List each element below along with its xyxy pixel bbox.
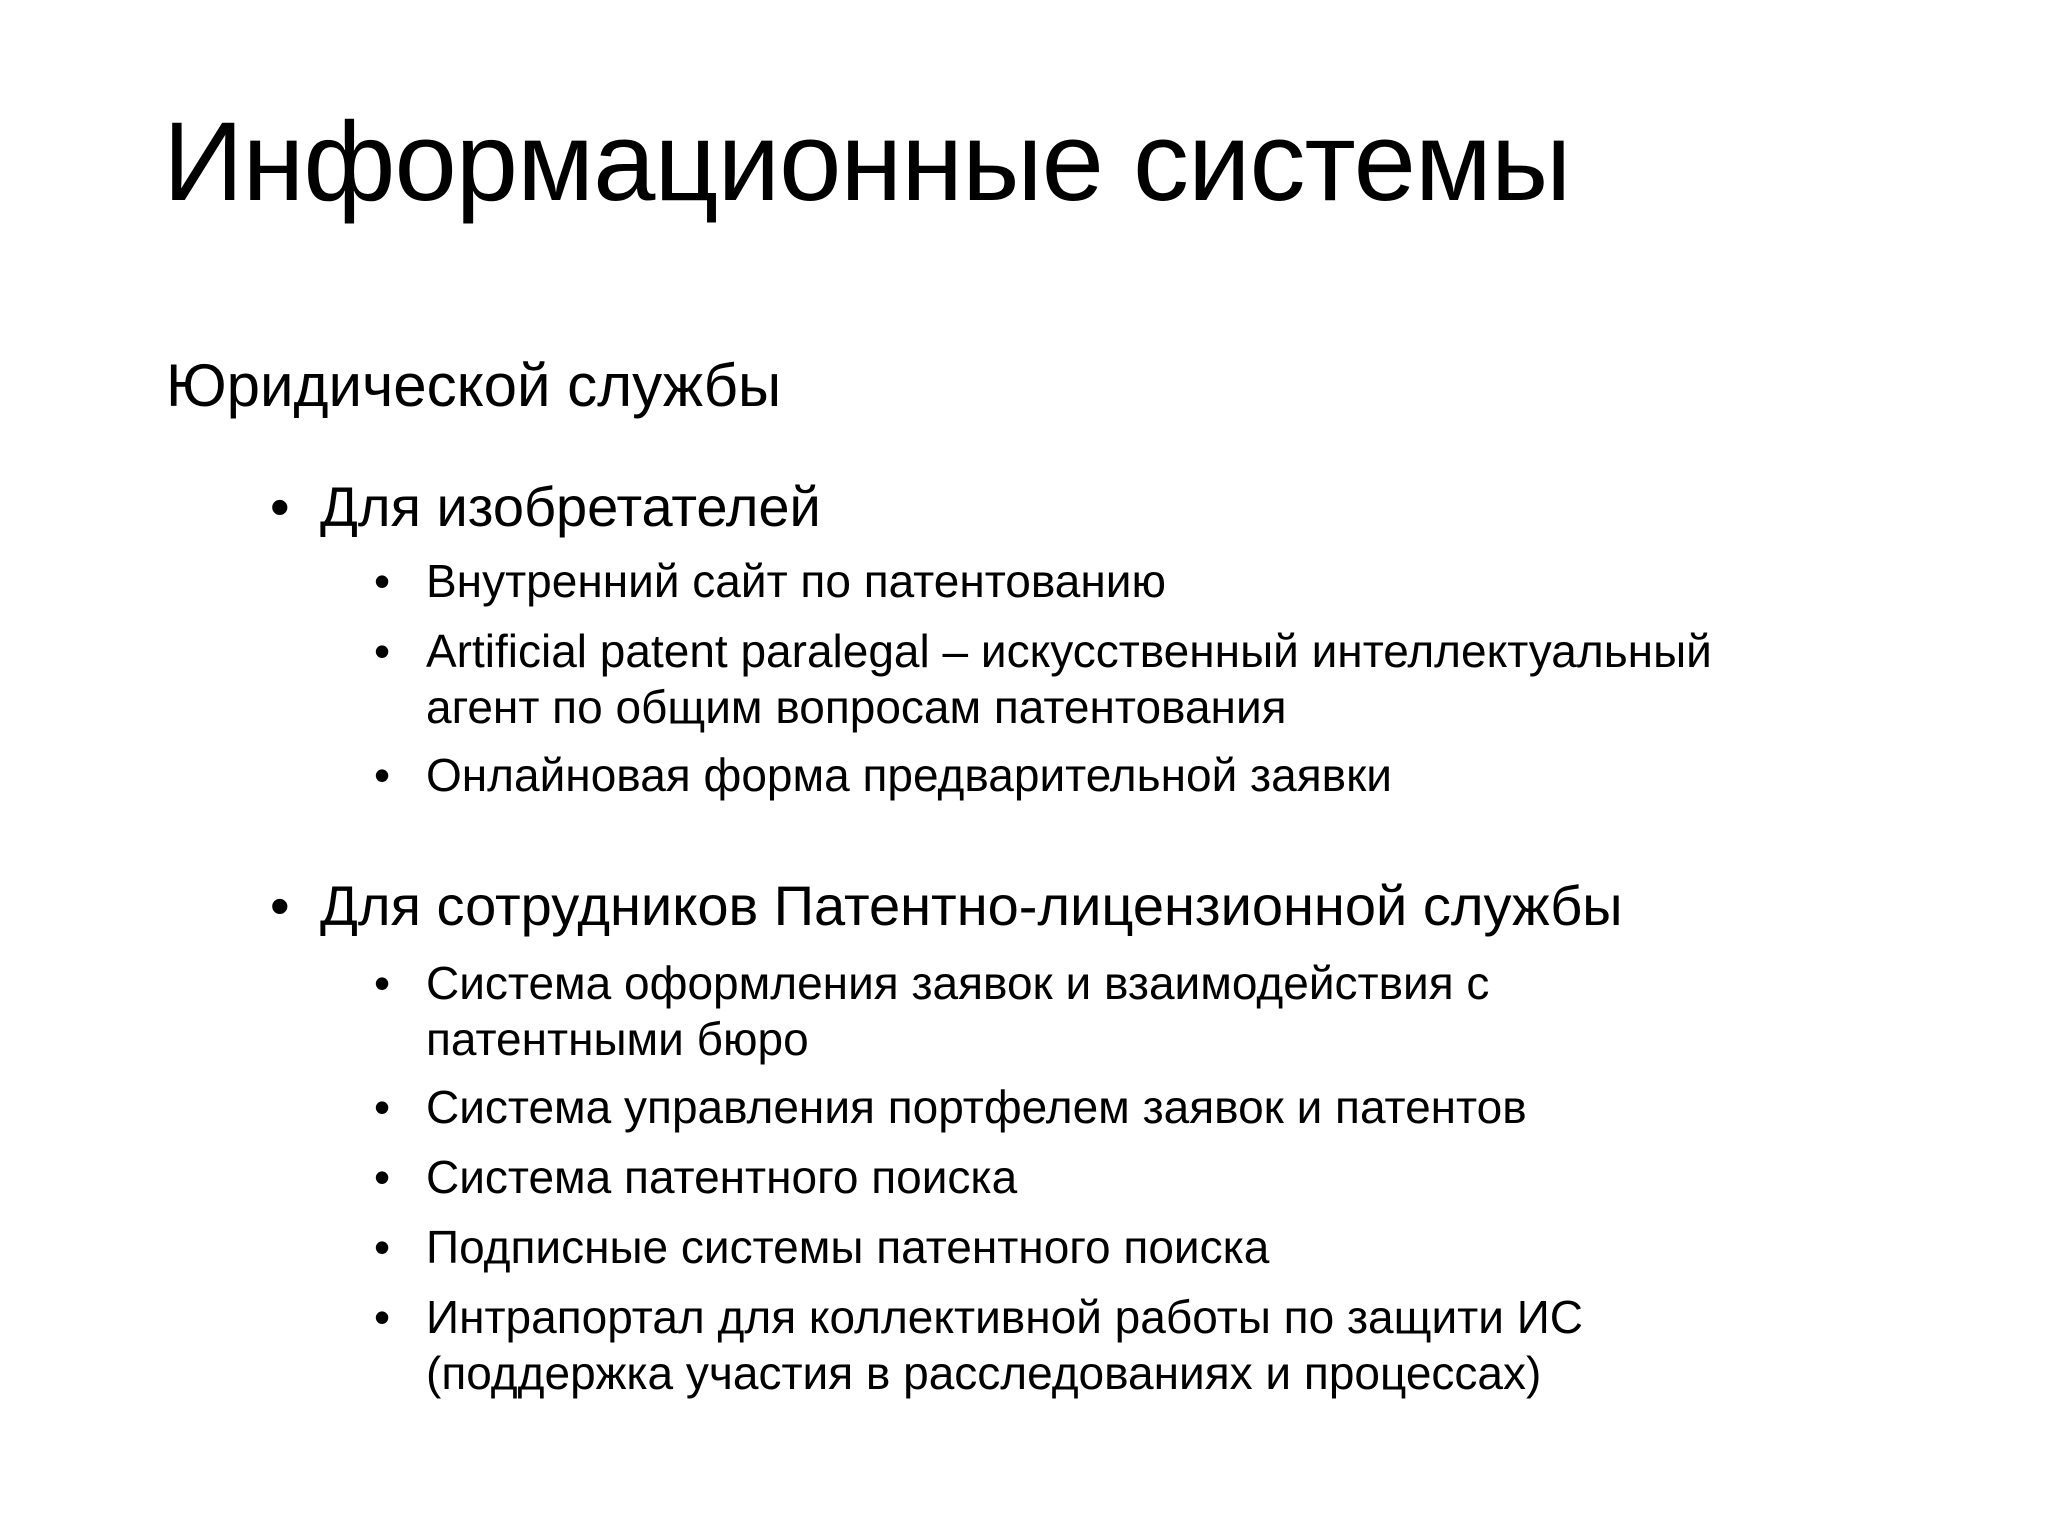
bullet-icon: • (374, 957, 391, 1009)
slide-subtitle: Юридической службы (166, 352, 782, 419)
list-item (374, 1219, 1926, 1275)
list-item (374, 1149, 1926, 1205)
section-heading-text: Для изобретателей (320, 475, 821, 538)
list-item-text: Artificial patent paralegal – искусственный интеллектуальный агент по общим вопросам патентования (426, 625, 1712, 733)
list-item (374, 747, 1926, 803)
section-heading-inventors (270, 473, 821, 540)
section-heading-patent-staff (270, 872, 1623, 939)
list-item-text: Онлайновая форма предварительной заявки (426, 749, 1392, 801)
list-item (374, 553, 1926, 609)
bullet-icon: • (374, 1081, 391, 1133)
bullet-icon: • (374, 1291, 391, 1343)
bullet-icon: • (270, 475, 290, 538)
list-item-text: Система управления портфелем заявок и патентов (426, 1081, 1527, 1133)
list-item (374, 955, 1926, 1067)
bullet-icon: • (374, 1221, 391, 1273)
list-item (374, 1289, 1926, 1401)
bullet-icon: • (374, 555, 391, 607)
list-item (374, 623, 1926, 735)
bullet-icon: • (374, 1151, 391, 1203)
slide-title: Информационные системы (163, 99, 1571, 224)
list-item-text: Система оформления заявок и взаимодействия с патентными бюро (426, 957, 1490, 1065)
list-item-text: Подписные системы патентного поиска (426, 1221, 1270, 1273)
bullet-icon: • (374, 749, 391, 801)
list-item-text: Интрапортал для коллективной работы по защити ИС (поддержка участия в расследованиях и процессах) (426, 1291, 1583, 1399)
list-item-text: Внутренний сайт по патентованию (426, 555, 1166, 607)
list-item-text: Система патентного поиска (426, 1151, 1018, 1203)
bullet-icon: • (270, 874, 290, 937)
section-heading-text: Для сотрудников Патентно-лицензионной службы (320, 874, 1623, 937)
bullet-icon: • (374, 625, 391, 677)
list-item (374, 1079, 1926, 1135)
